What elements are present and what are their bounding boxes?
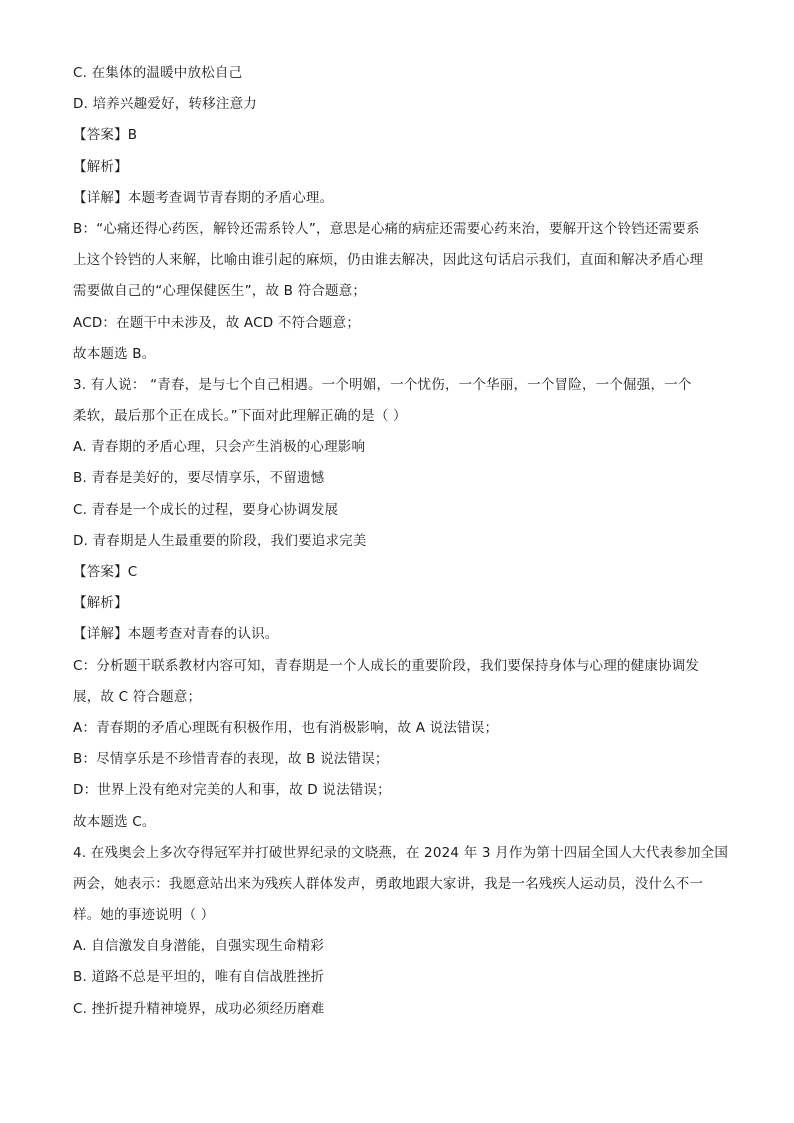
q3-explain-b: B：尽情享乐是不珍惜青春的表现，故 B 说法错误； bbox=[73, 751, 389, 768]
q2-explain-acd: ACD：在题干中未涉及，故 ACD 不符合题意； bbox=[73, 314, 361, 331]
q3-answer: 【答案】C bbox=[73, 564, 138, 580]
q4-option-a: A. 自信激发自身潜能，自强实现生命精彩 bbox=[73, 938, 325, 955]
q2-option-c: C. 在集体的温暖中放松自己 bbox=[73, 65, 243, 81]
q3-option-b: B. 青春是美好的，要尽情享乐，不留遗憾 bbox=[73, 470, 325, 487]
q4-stem-line1: 4. 在残奥会上多次夺得冠军并打破世界纪录的文晓燕，在 2024 年 3 月作为第十四届全国人大代表参加全国 bbox=[73, 844, 729, 861]
q4-stem-line3: 样。她的事迹说明（ ） bbox=[73, 907, 215, 924]
q2-detail: 【详解】本题考查调节青春期的矛盾心理。 bbox=[73, 189, 334, 206]
q4-option-c: C. 挫折提升精神境界，成功必须经历磨难 bbox=[73, 1000, 325, 1017]
q2-analysis-label: 【解析】 bbox=[73, 158, 128, 175]
q2-option-d: D. 培养兴趣爱好，转移注意力 bbox=[73, 96, 257, 113]
q3-explain-a: A：青春期的矛盾心理既有积极作用，也有消极影响，故 A 说法错误； bbox=[73, 719, 499, 736]
q3-option-d: D. 青春期是人生最重要的阶段，我们要追求完美 bbox=[73, 532, 367, 549]
q2-explain-b-line1: B：“心痛还得心药医，解铃还需系铃人”，意思是心痛的病症还需要心药来治，要解开这个铃铛还需要系 bbox=[73, 220, 700, 237]
q2-explain-b-line2: 上这个铃铛的人来解，比喻由谁引起的麻烦，仍由谁去解决，因此这句话启示我们，直面和解决矛盾心理 bbox=[73, 252, 704, 269]
q3-explain-c-line1: C：分析题干联系教材内容可知，青春期是一个人成长的重要阶段，我们要保持身体与心理的健康协调发 bbox=[73, 657, 700, 674]
q3-explain-c-line2: 展，故 C 符合题意； bbox=[73, 688, 202, 705]
q4-stem-line2: 两会，她表示：我愿意站出来为残疾人群体发声，勇敢地跟大家讲，我是一名残疾人运动员，没什么不一 bbox=[73, 875, 704, 892]
q3-stem-line1: 3. 有人说： “青春，是与七个自己相遇。一个明媚，一个忧伤，一个华丽，一个冒险，一个倔强，一个 bbox=[73, 376, 692, 393]
q3-option-c: C. 青春是一个成长的过程，要身心协调发展 bbox=[73, 501, 339, 518]
q3-detail: 【详解】本题考查对青春的认识。 bbox=[73, 626, 279, 643]
q2-answer: 【答案】B bbox=[73, 127, 138, 144]
q3-stem-line2: 柔软，最后那个正在成长。”下面对此理解正确的是（ ） bbox=[73, 408, 407, 425]
q4-option-b: B. 道路不总是平坦的，唯有自信战胜挫折 bbox=[73, 969, 325, 986]
q3-option-a: A. 青春期的矛盾心理，只会产生消极的心理影响 bbox=[73, 439, 366, 456]
q2-conclusion: 故本题选 B。 bbox=[73, 345, 156, 362]
q3-analysis-label: 【解析】 bbox=[73, 595, 128, 612]
q3-conclusion: 故本题选 C。 bbox=[73, 813, 156, 830]
q3-explain-d: D：世界上没有绝对完美的人和事，故 D 说法错误； bbox=[73, 782, 391, 799]
q2-explain-b-line3: 需要做自己的“心理保健医生”，故 B 符合题意； bbox=[73, 283, 367, 300]
document-page bbox=[73, 62, 733, 1029]
